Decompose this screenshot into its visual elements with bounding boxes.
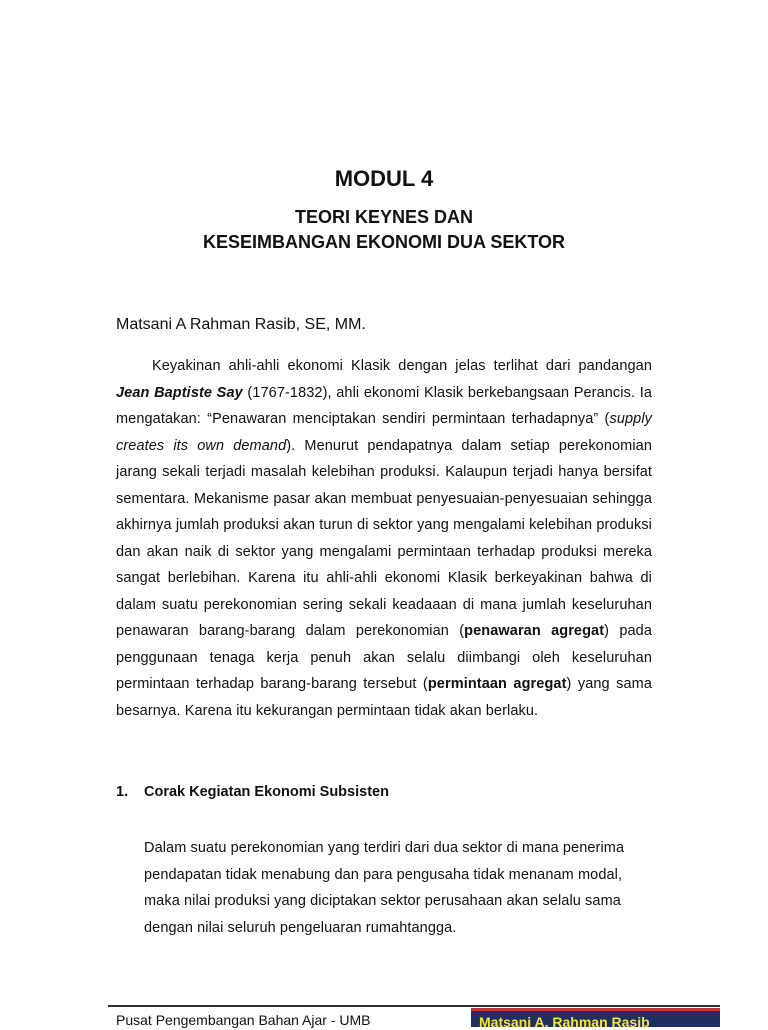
- person-name: Jean Baptiste Say: [116, 384, 243, 401]
- section-title: Corak Kegiatan Ekonomi Subsisten: [144, 784, 389, 800]
- intro-text-3: ). Menurut pendapatnya dalam setiap perekonomian jarang sekali terjadi masalah kelebihan produksi. Kalaupun terjadi hanya bersifat sementara. Mekanisme pasar akan membuat penyesuaian-penyesuaian sehingga akhirnya jumlah produksi akan turun di sektor yang mengalami kelebihan produksi dan akan naik di sektor yang mengalami permintaan terhadap produksi mereka sangat berlebihan. Karena itu ahli-ahli ekonomi Klasik berkeyakinan bahwa di dalam suatu perekonomian sering sekali keadaaan di mana jumlah keseluruhan penawaran barang-barang dalam perekonomian (: [116, 437, 652, 639]
- section-paragraph: Dalam suatu perekonomian yang terdiri dari dua sektor di mana penerima pendapatan tidak menabung dan para pengusaha tidak menanam modal, maka nilai produksi yang diciptakan sektor perusahaan akan selalu sama dengan nilai seluruh pengeluaran rumahtangga.: [144, 840, 625, 936]
- subtitle-line-1: TEORI KEYNES DAN: [294, 207, 474, 227]
- author-name: Matsani A Rahman Rasib, SE, MM.: [116, 316, 366, 333]
- intro-text-1: Keyakinan ahli-ahli ekonomi Klasik dengan jelas terlihat dari pandangan: [152, 358, 652, 374]
- footer-divider: [108, 1005, 720, 1007]
- term-aggregate-demand: permintaan agregat: [427, 676, 567, 692]
- intro-text-2: (1767-1832), ahli ekonomi Klasik berkebangsaan Perancis. Ia mengatakan: “Penawaran menciptakan sendiri permintaan terhadapnya” (: [116, 384, 652, 427]
- english-quote: supply creates its own demand: [116, 411, 652, 454]
- footer-institution: Pusat Pengembangan Bahan Ajar - UMB: [116, 1012, 371, 1028]
- intro-text-4: ) pada penggunaan tenaga kerja penuh akan selalu diimbangi oleh keseluruhan permintaan terhadap barang-barang tersebut (: [116, 623, 653, 692]
- footer-author: Matsani A. Rahman Rasib: [479, 1014, 650, 1030]
- section-number: 1.: [116, 784, 129, 800]
- subtitle-line-2: KESEIMBANGAN EKONOMI DUA SEKTOR: [202, 232, 566, 252]
- module-title: MODUL 4: [334, 166, 434, 191]
- intro-paragraph: [116, 353, 652, 724]
- intro-text-5: ) yang sama besarnya. Karena itu kekurangan permintaan tidak akan berlaku.: [116, 676, 652, 719]
- term-aggregate-supply: penawaran agregat: [464, 623, 605, 639]
- section-heading: [116, 784, 389, 800]
- footer-author-box: [471, 1008, 720, 1030]
